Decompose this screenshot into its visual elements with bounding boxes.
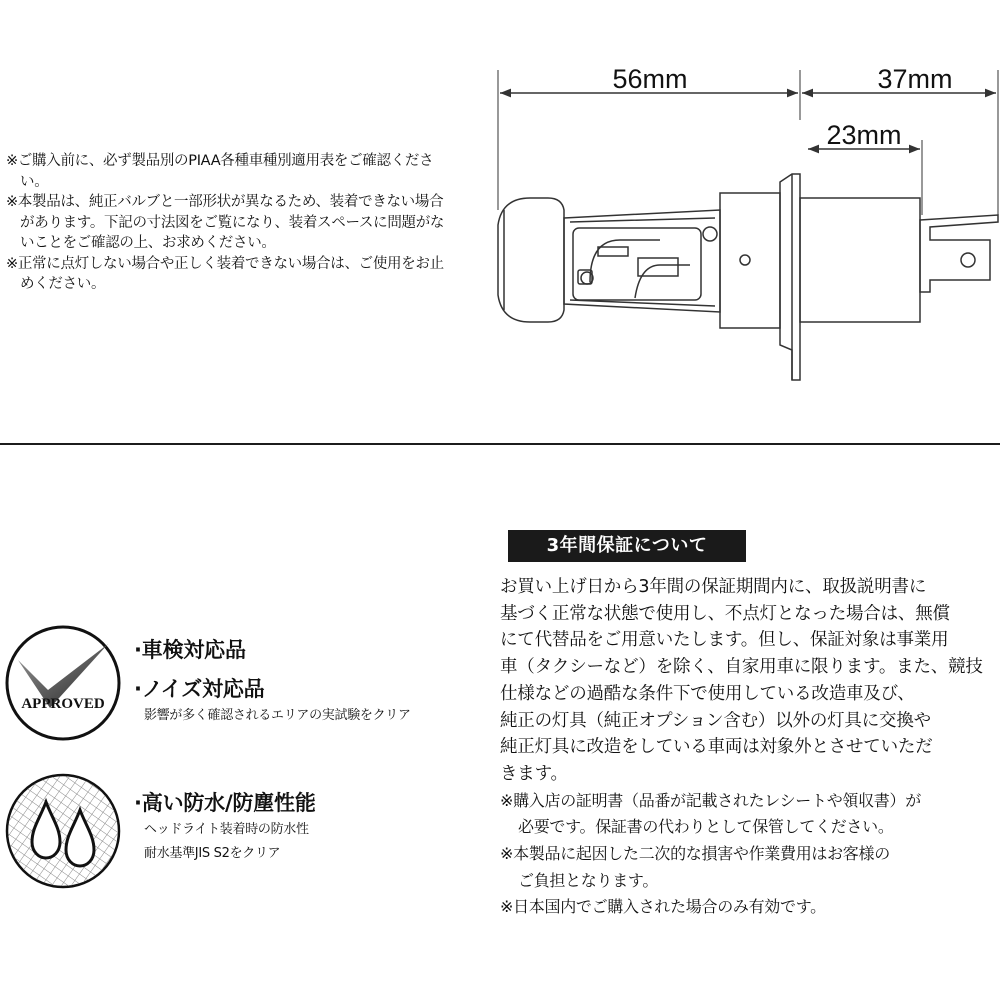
- caution-note-3: ※正常に点灯しない場合や正しく装着できない場合は、ご使用をお止めください。: [6, 255, 444, 292]
- bulb-outline: [498, 174, 998, 380]
- feature-title-waterproof: ·高い防水/防塵性能: [134, 791, 316, 815]
- bulb-base: [800, 198, 920, 322]
- caution-note-2: ※本製品は、純正バルブと一部形状が異なるため、装着できない場合があります。下記の寸法図をご覧になり、装着スペースに問題がないことをご確認の上、お求めください。: [6, 194, 445, 251]
- warranty-line: 仕様などの過酷な条件下で使用している改造車及び、: [500, 683, 915, 704]
- warranty-line: お買い上げ日から3年間の保証期間内に、取扱説明書に: [500, 577, 927, 597]
- feature-sub-waterproof-1: ヘッドライト装着時の防水性: [144, 822, 309, 837]
- bulb-flange: [780, 174, 800, 380]
- caution-note-1: ※ご購入前に、必ず製品別のPIAA各種車種別適用表をご確認ください。: [6, 153, 434, 190]
- caution-notes: [6, 151, 446, 295]
- warranty-heading: 3年間保証について: [508, 530, 746, 562]
- warranty-note-damage: ※本製品に起因した二次的な損害や作業費用はお客様の: [500, 844, 890, 864]
- approved-badge-text: APPROVED: [21, 696, 105, 712]
- section-divider: [0, 443, 1000, 445]
- feature-title-noise: ·ノイズ対応品: [134, 677, 265, 701]
- warranty-note-damage-cont: ご負担となります。: [518, 870, 659, 890]
- feature-sub-noise: 影響が多く確認されるエリアの実試験をクリア: [144, 708, 411, 723]
- warranty-line: にて代替品をご用意いたします。但し、保証対象は事業用: [500, 630, 949, 651]
- dim-label-56: 56mm: [612, 64, 688, 94]
- warranty-line: 基づく正常な状態で使用し、不点灯となった場合は、無償: [500, 603, 950, 624]
- warranty-note-receipt: ※購入店の証明書（品番が記載されたレシートや領収書）が: [500, 790, 921, 810]
- warranty-line: 車（タクシーなど）を除く、自家用車に限ります。また、競技: [500, 657, 983, 678]
- feature-title-inspection: ·車検対応品: [134, 638, 246, 662]
- warranty-line: きます。: [500, 763, 568, 784]
- warranty-note-domestic: ※日本国内でご購入された場合のみ有効です。: [500, 897, 826, 917]
- bulb-cap: [498, 198, 564, 322]
- warranty-line: 純正の灯具（純正オプション含む）以外の灯具に交換や: [500, 710, 931, 731]
- bulb-terminal: [920, 215, 998, 292]
- approved-badge-icon: [4, 624, 122, 742]
- warranty-body: [500, 574, 1000, 921]
- dim-label-37: 37mm: [877, 64, 953, 94]
- bulb-dimension-drawing: [490, 60, 1000, 390]
- bulb-neck: [564, 210, 720, 312]
- water-drop-icon: [4, 772, 122, 890]
- dim-label-23: 23mm: [826, 120, 902, 150]
- feature-sub-waterproof-2: 耐水基準JIS S2をクリア: [144, 846, 281, 861]
- warranty-line: 純正灯具に改造をしている車両は対象外とさせていただ: [500, 737, 933, 758]
- warranty-note-receipt-cont: 必要です。保証書の代わりとして保管してください。: [518, 817, 894, 837]
